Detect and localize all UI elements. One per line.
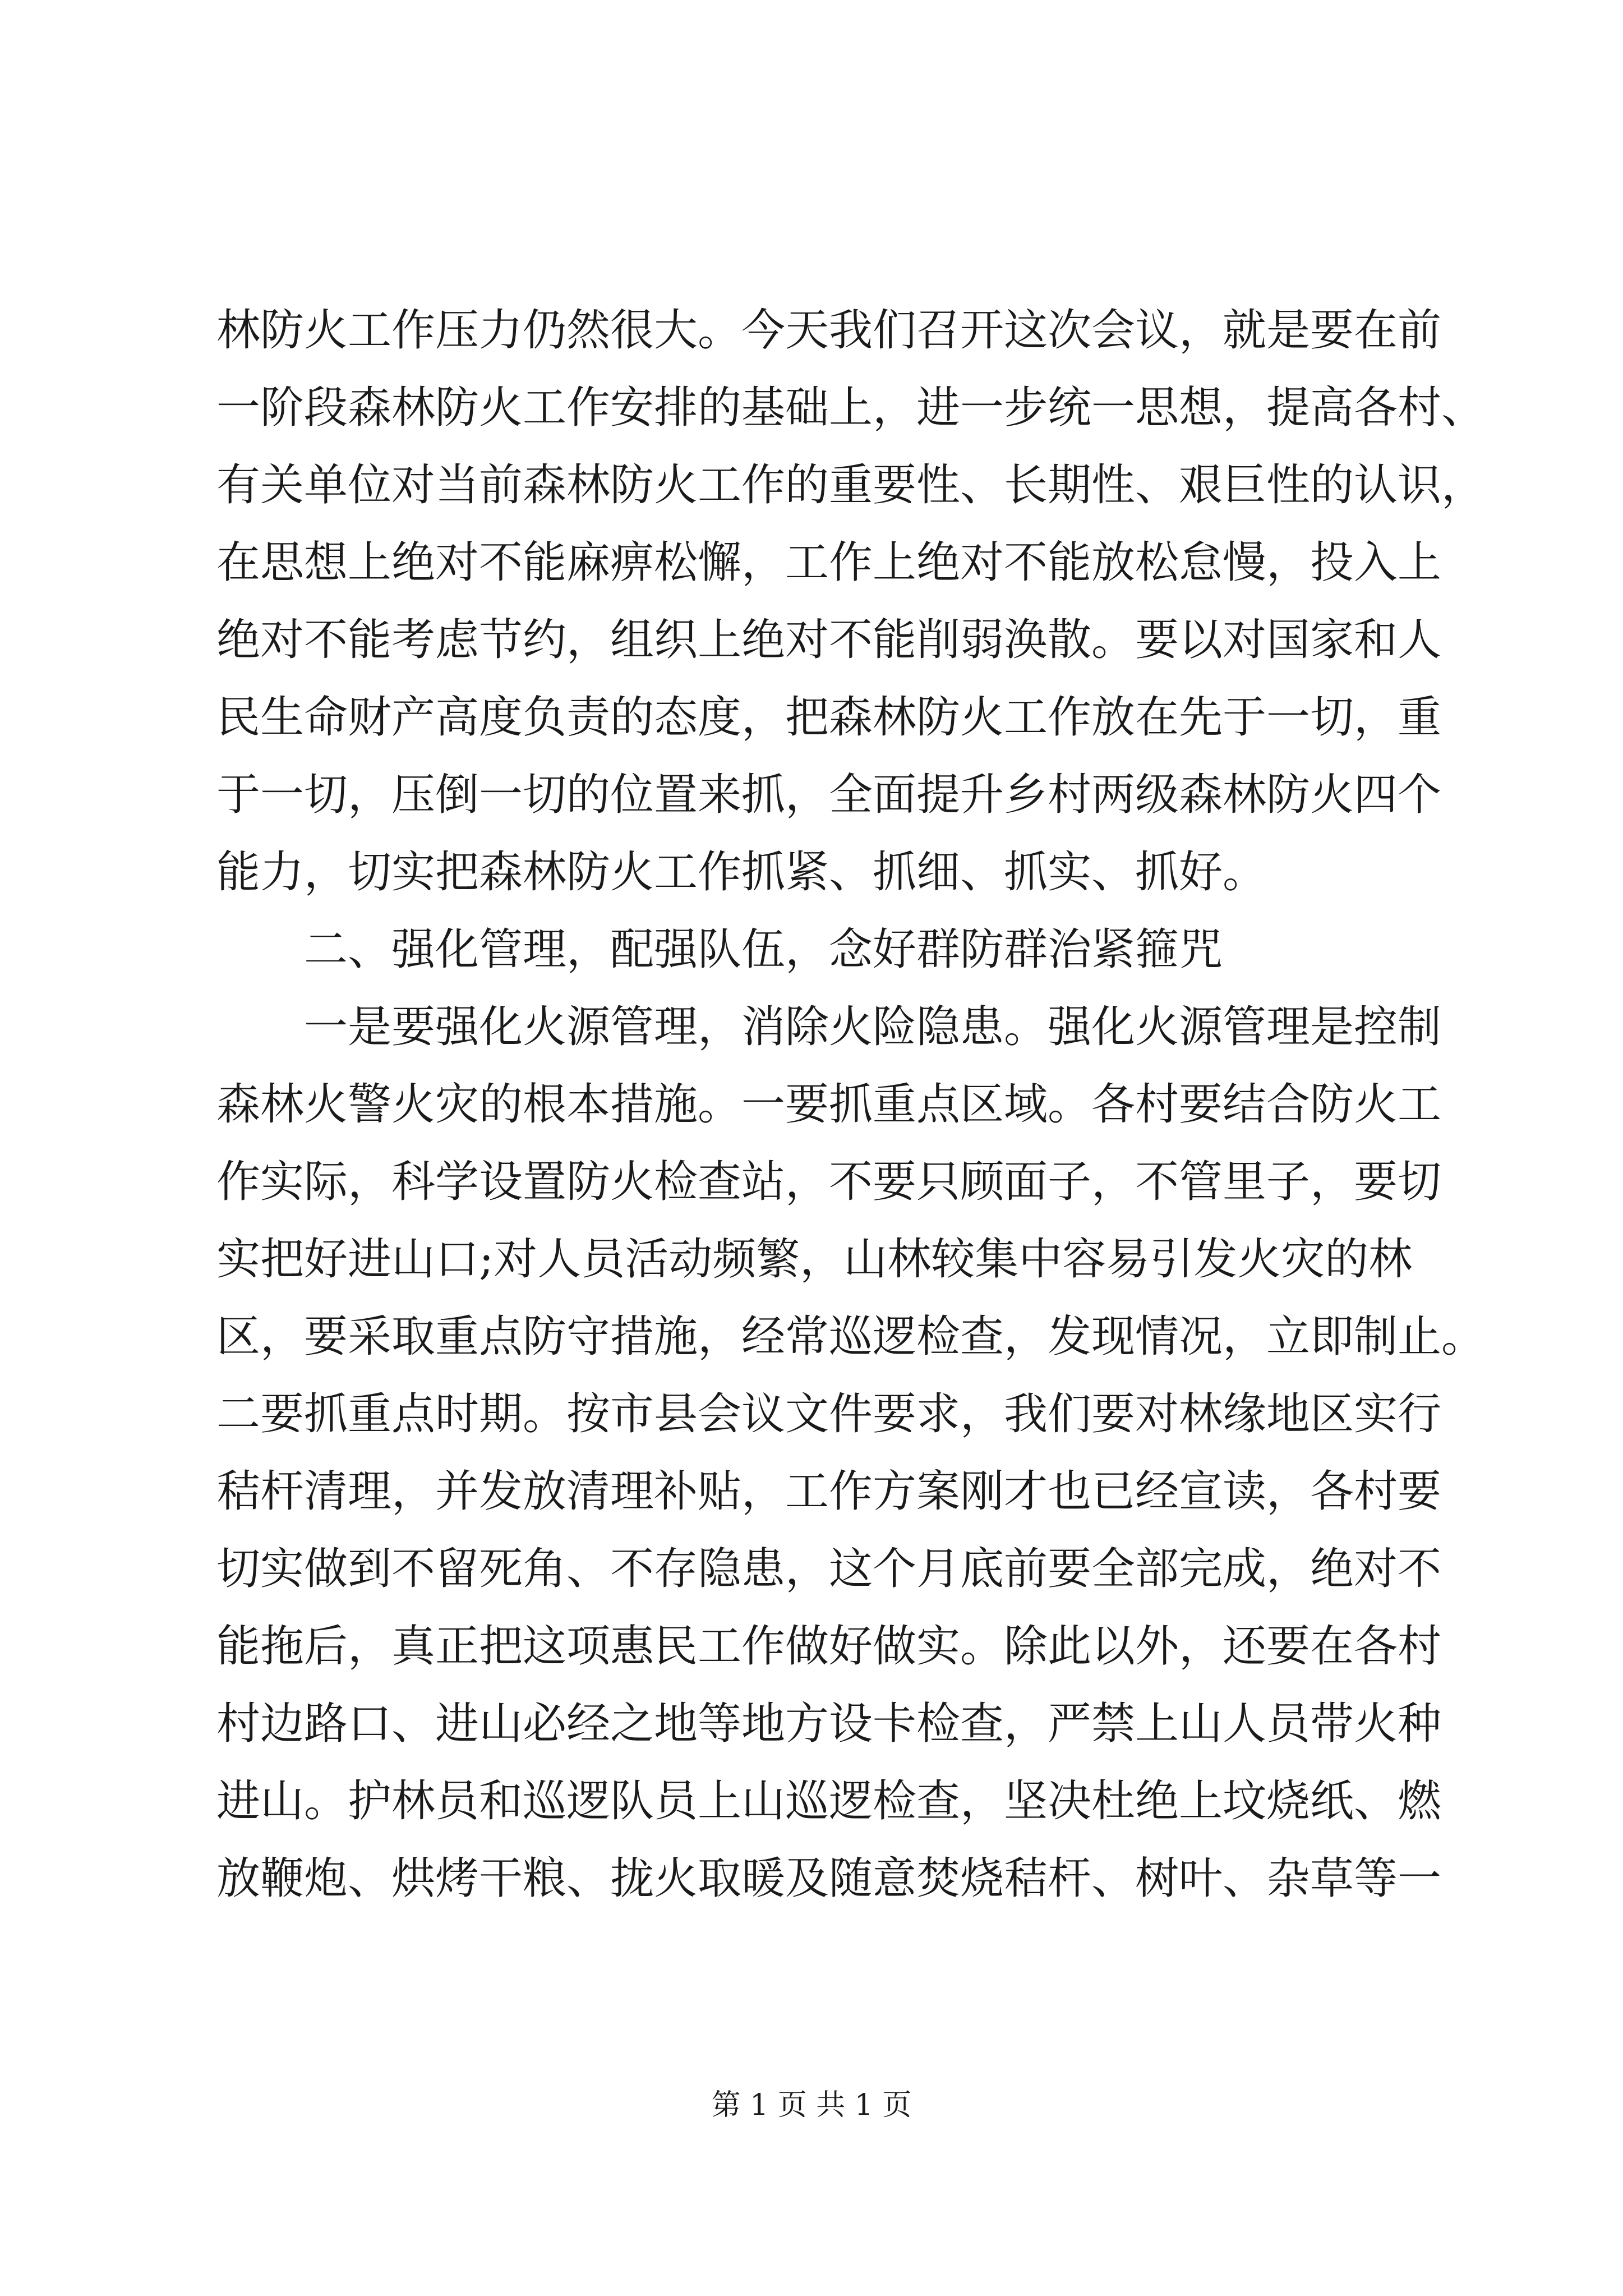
document-body — [216, 292, 1486, 1917]
text-line: 森林火警火灾的根本措施。一要抓重点区域。各村要结合防火工 — [216, 1079, 1442, 1130]
text-line: 一阶段森林防火工作安排的基础上，进一步统一思想，提高各村、 — [216, 383, 1486, 433]
text-line: 放鞭炮、烘烤干粮、拢火取暖及随意焚烧秸杆、树叶、杂草等一 — [216, 1853, 1442, 1904]
text-line: 进山。护林员和巡逻队员上山巡逻检查，坚决杜绝上坟烧纸、燃 — [216, 1776, 1442, 1826]
text-line: 实把好进山口;对人员活动频繁，山林较集中容易引发火灾的林 — [216, 1234, 1413, 1285]
text-line: 作实际，科学设置防火检查站，不要只顾面子，不管里子，要切 — [216, 1157, 1442, 1207]
text-line: 切实做到不留死角、不存隐患，这个月底前要全部完成，绝对不 — [216, 1544, 1442, 1594]
page-footer: 第 1 页 共 1 页 — [711, 2088, 912, 2122]
text-line: 村边路口、进山必经之地等地方设卡检查，严禁上山人员带火种 — [216, 1699, 1442, 1749]
text-line: 有关单位对当前森林防火工作的重要性、长期性、艰巨性的认识， — [216, 460, 1486, 510]
text-line: 能力，切实把森林防火工作抓紧、抓细、抓实、抓好。 — [216, 847, 1267, 898]
text-line: 秸杆清理，并发放清理补贴，工作方案刚才也已经宣读，各村要 — [216, 1466, 1442, 1517]
section-heading: 二、强化管理，配强队伍，念好群防群治紧箍咒 — [304, 924, 1223, 975]
text-line: 于一切，压倒一切的位置来抓，全面提升乡村两级森林防火四个 — [216, 770, 1442, 820]
text-line: 区，要采取重点防守措施，经常巡逻检查，发现情况，立即制止。 — [216, 1312, 1486, 1362]
text-line: 能拖后，真正把这项惠民工作做好做实。除此以外，还要在各村 — [216, 1621, 1442, 1672]
text-line: 二要抓重点时期。按市县会议文件要求，我们要对林缘地区实行 — [216, 1389, 1442, 1439]
text-line: 民生命财产高度负责的态度，把森林防火工作放在先于一切，重 — [216, 692, 1442, 743]
text-line: 绝对不能考虑节约，组织上绝对不能削弱涣散。要以对国家和人 — [216, 615, 1442, 665]
text-line: 在思想上绝对不能麻痹松懈，工作上绝对不能放松怠慢，投入上 — [216, 537, 1442, 588]
text-line: 林防火工作压力仍然很大。今天我们召开这次会议，就是要在前 — [216, 305, 1442, 356]
paragraph-first-line: 一是要强化火源管理，消除火险隐患。强化火源管理是控制 — [304, 1002, 1442, 1052]
